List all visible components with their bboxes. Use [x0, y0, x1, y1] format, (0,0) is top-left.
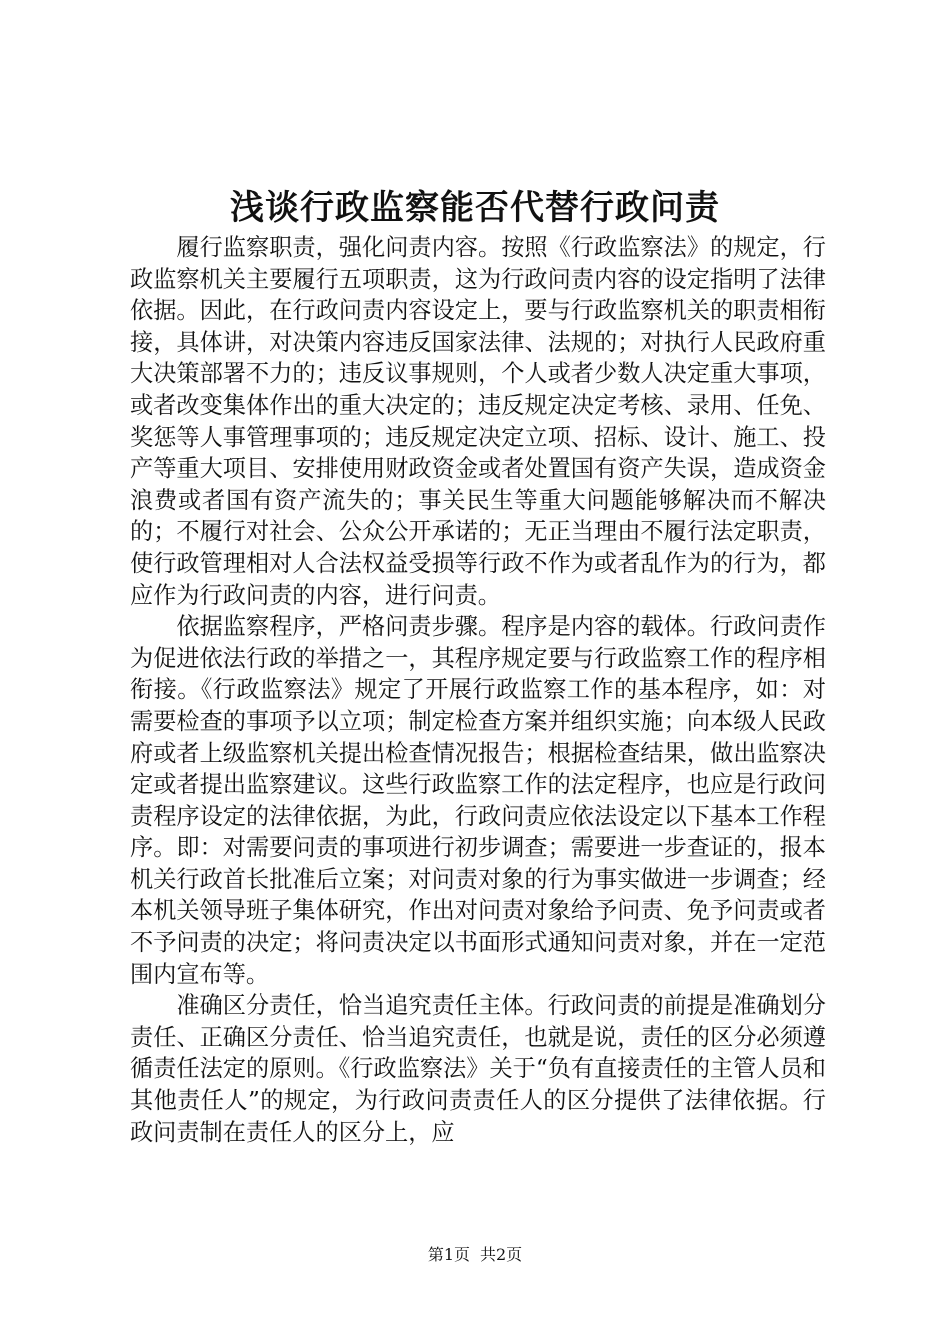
page-footer — [0, 1244, 950, 1266]
paragraph: 依据监察程序，严格问责步骤。程序是内容的载体。行政问责作为促进依法行政的举措之一，其程序规定要与行政监察工作的程序相衔接。《行政监察法》规定了开展行政监察工作的基本程序，如：对需要检查的事项予以立项；制定检查方案并组织实施；向本级人民政府或者上级监察机关提出检查情况报告；根据检查结果，做出监察决定或者提出监察建议。这些行政监察工作的法定程序，也应是行政问责程序设定的法律依据，为此，行政问责应依法设定以下基本工作程序。即：对需要问责的事项进行初步调查；需要进一步查证的，报本机关行政首长批准后立案；对问责对象的行为事实做进一步调查；经本机关领导班子集体研究，作出对问责对象给予问责、免予问责或者不予问责的决定；将问责决定以书面形式通知问责对象，并在一定范围内宣布等。 — [130, 613, 826, 988]
paragraph: 准确区分责任，恰当追究责任主体。行政问责的前提是准确划分责任、正确区分责任、恰当追究责任，也就是说，责任的区分必须遵循责任法定的原则。《行政监察法》关于“负有直接责任的主管人员和其他责任人”的规定，为行政问责责任人的区分提供了法律依据。行政问责制在责任人的区分上，应 — [130, 992, 826, 1146]
document-title: 浅谈行政监察能否代替行政问责 — [230, 188, 720, 228]
document-body — [130, 232, 826, 1148]
paragraph: 履行监察职责，强化问责内容。按照《行政监察法》的规定，行政监察机关主要履行五项职责，这为行政问责内容的设定指明了法律依据。因此，在行政问责内容设定上，要与行政监察机关的职责相衔接，具体讲，对决策内容违反国家法律、法规的；对执行人民政府重大决策部署不力的；违反议事规则，个人或者少数人决定重大事项，或者改变集体作出的重大决定的；违反规定决定考核、录用、任免、奖惩等人事管理事项的；违反规定决定立项、招标、设计、施工、投产等重大项目、安排使用财政资金或者处置国有资产失误，造成资金浪费或者国有资产流失的；事关民生等重大问题能够解决而不解决的；不履行对社会、公众公开承诺的；无正当理由不履行法定职责，使行政管理相对人合法权益受损等行政不作为或者乱作为的行为，都应作为行政问责的内容，进行问责。 — [130, 234, 826, 609]
page-total: 共2页 — [480, 1245, 523, 1264]
page-number: 第1页 — [427, 1245, 470, 1264]
